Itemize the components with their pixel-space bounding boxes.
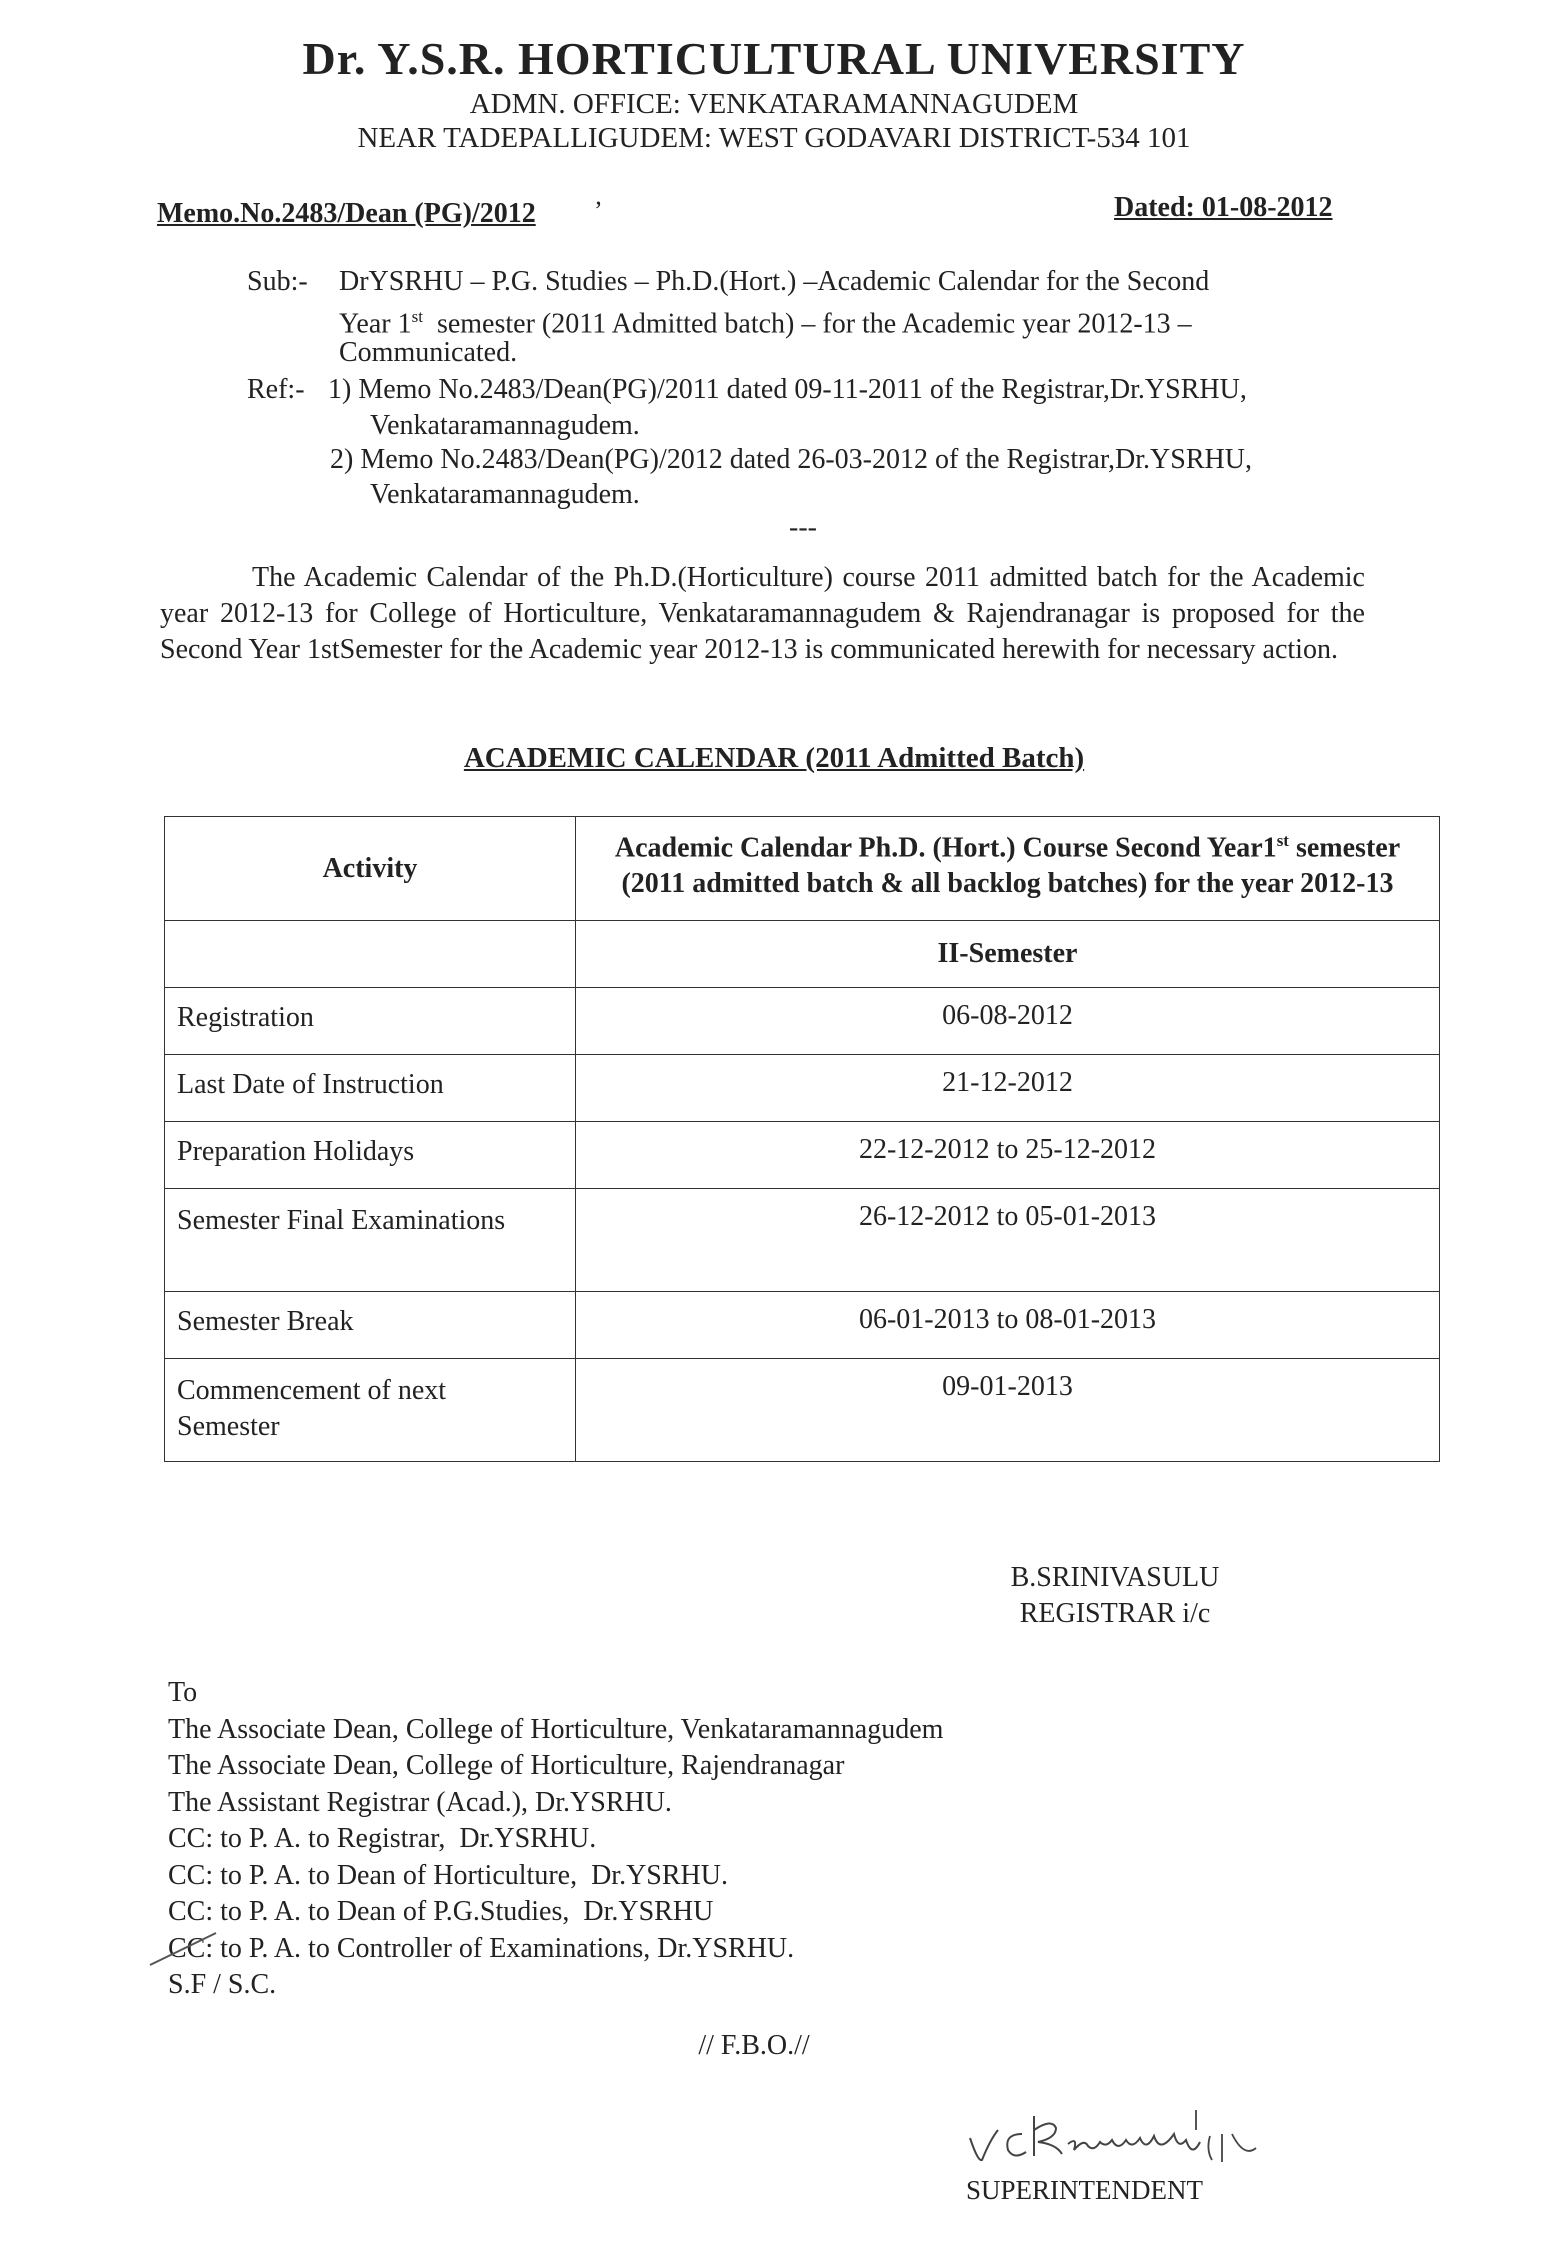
- empty-cell: [165, 921, 576, 988]
- signatory-title: REGISTRAR i/c: [1019, 1598, 1211, 1629]
- activity-cell: Commencement of next Semester: [165, 1359, 576, 1462]
- table-subheader-row: [165, 921, 1440, 988]
- separator: ---: [789, 512, 817, 543]
- activity-cell: Preparation Holidays: [165, 1122, 576, 1189]
- subject-label: Sub:-: [247, 266, 308, 297]
- file-copy-line: S.F / S.C.: [168, 1969, 277, 2000]
- recipient-line: The Associate Dean, College of Horticulture, Rajendranagar: [168, 1750, 845, 1781]
- to-label: To: [168, 1677, 198, 1708]
- date-cell: 21-12-2012: [576, 1055, 1440, 1122]
- col-activity-header: Activity: [165, 817, 576, 921]
- date-cell: 06-01-2013 to 08-01-2013: [576, 1292, 1440, 1359]
- body-paragraph: The Academic Calendar of the Ph.D.(Horticulture) course 2011 admitted batch for the Academic year 2012-13 for College of Horticulture, Venkataramannagudem & Rajendranagar is proposed for the Second Year 1stSemester for the Academic year 2012-13 is communicated herewith for necessary action.: [160, 562, 1365, 665]
- fbo-line: // F.B.O.//: [698, 2030, 810, 2061]
- table-row: [165, 1122, 1440, 1189]
- strike-mark-icon: [146, 1929, 226, 1969]
- recipient-line: The Assistant Registrar (Acad.), Dr.YSRHU.: [168, 1786, 672, 1818]
- table-row: [165, 1359, 1440, 1462]
- recipients-block: [168, 1675, 943, 2004]
- ref-2-line-2: Venkataramannagudem.: [370, 479, 640, 510]
- table-header-row: [165, 817, 1440, 921]
- office-address: ADMN. OFFICE: VENKATARAMANNAGUDEM: [469, 88, 1079, 120]
- recipient-line: The Associate Dean, College of Horticulture, Venkataramannagudem: [168, 1713, 944, 1745]
- signatory-name: B.SRINIVASULU: [1010, 1562, 1220, 1593]
- cc-line: CC: to P. A. to Dean of P.G.Studies, Dr.YSRHU: [168, 1896, 714, 1927]
- memo-number: Memo.No.2483/Dean (PG)/2012: [157, 198, 536, 229]
- activity-cell: Last Date of Instruction: [165, 1055, 576, 1122]
- subject-line-2: Year 1st semester (2011 Admitted batch) – for the Academic year 2012-13 –: [339, 307, 1192, 340]
- cc-line: CC: to P. A. to Dean of Horticulture, Dr.YSRHU.: [168, 1859, 728, 1891]
- calendar-table: [164, 816, 1440, 1462]
- memo-date: Dated: 01-08-2012: [1114, 192, 1333, 223]
- activity-cell: Registration: [165, 988, 576, 1055]
- col-calendar-header: Academic Calendar Ph.D. (Hort.) Course Second Year1st semester (2011 admitted batch & all backlog batches) for the year 2012-13: [576, 817, 1440, 921]
- cc-line: CC: to P. A. to Controller of Examinations, Dr.YSRHU.: [168, 1931, 943, 1968]
- calendar-heading: ACADEMIC CALENDAR (2011 Admitted Batch): [463, 742, 1085, 774]
- activity-cell: Semester Final Examinations: [165, 1189, 576, 1292]
- superintendent-label: SUPERINTENDENT: [966, 2175, 1203, 2205]
- date-cell: 26-12-2012 to 05-01-2013: [576, 1189, 1440, 1292]
- table-row: [165, 988, 1440, 1055]
- date-cell: 09-01-2013: [576, 1359, 1440, 1462]
- table-row: [165, 1292, 1440, 1359]
- ref-label: Ref:-: [247, 374, 305, 405]
- activity-cell: Semester Break: [165, 1292, 576, 1359]
- date-cell: 22-12-2012 to 25-12-2012: [576, 1122, 1440, 1189]
- subject-line-3: Communicated.: [339, 337, 518, 368]
- ref-1-line-1: 1) Memo No.2483/Dean(PG)/2011 dated 09-11-2011 of the Registrar,Dr.YSRHU,: [328, 374, 1247, 405]
- semester-subheader: II-Semester: [576, 921, 1440, 988]
- university-name: Dr. Y.S.R. HORTICULTURAL UNIVERSITY: [302, 33, 1246, 84]
- signature-block: [940, 1560, 1290, 1632]
- ref-1-line-2: Venkataramannagudem.: [370, 410, 640, 441]
- table-row: [165, 1189, 1440, 1292]
- handwritten-signature-icon: [960, 2100, 1290, 2180]
- district-address: NEAR TADEPALLIGUDEM: WEST GODAVARI DISTRICT-534 101: [357, 122, 1191, 154]
- memo-mark: ’: [594, 196, 603, 225]
- subject-line-1: DrYSRHU – P.G. Studies – Ph.D.(Hort.) –Academic Calendar for the Second: [339, 266, 1210, 297]
- cc-line: CC: to P. A. to Registrar, Dr.YSRHU.: [168, 1823, 597, 1854]
- date-cell: 06-08-2012: [576, 988, 1440, 1055]
- ref-2-line-1: 2) Memo No.2483/Dean(PG)/2012 dated 26-03-2012 of the Registrar,Dr.YSRHU,: [330, 444, 1252, 475]
- table-row: [165, 1055, 1440, 1122]
